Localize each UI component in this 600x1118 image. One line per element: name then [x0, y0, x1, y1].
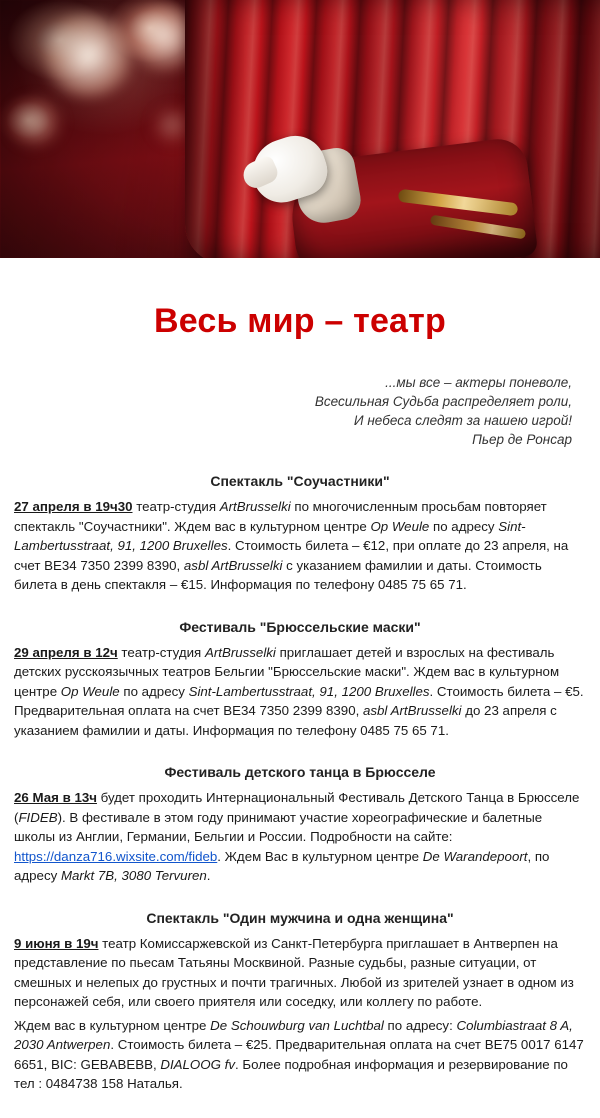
event-text: до 23 апреля с указанием фамилии и даты. Информация по телефону 0485 75 65 71.	[14, 703, 557, 738]
event-venue-name: Op Weule	[60, 683, 120, 699]
event-text: ). В фестивале в этом году принимают участие хореографические и балетные школы из Англии, Германии, Бельгии и России. Подробности на сайте:	[14, 809, 543, 844]
event-address: Sint-Lambertusstraat, 91, 1200 Bruxelles	[14, 518, 526, 553]
epigraph-line-1: ...мы все – актеры поневоле,	[385, 375, 572, 390]
event-heading: Фестиваль "Брюссельские маски"	[179, 618, 421, 635]
event-address: Sint-Lambertusstraat, 91, 1200 Bruxelles	[188, 683, 430, 699]
event-heading: Фестиваль детского танца в Брюсселе	[164, 764, 436, 780]
event-heading: Спектакль "Соучастники"	[210, 473, 390, 489]
event-text: по адресу	[429, 518, 499, 534]
bottom-spacer	[14, 1094, 586, 1108]
hero-banner-image	[0, 0, 600, 258]
event-body	[14, 643, 586, 741]
event-text: , по адресу	[14, 848, 550, 883]
event-address: Columbiastraat 8 A, 2030 Antwerpen	[14, 1017, 573, 1052]
epigraph-line-3: И небеса следят за нашею игрой!	[353, 413, 572, 428]
event-account-name: asbl ArtBrusselki	[183, 557, 283, 573]
hero-vignette	[0, 0, 600, 258]
event-date: 9 июня в 19ч	[14, 935, 99, 951]
event-text: театр Комиссаржевской из Санкт-Петербурга приглашает в Антверпен на представление по пьесам Татьяны Москвиной. Разные судьбы, разные ситуации, от смешных и нелепых до грустных и почти трагичных. Любой из зрителей узнает в одном из персонажей себя, или своего приятеля или соседку, или коллегу по работе.	[14, 935, 574, 1009]
festival-website-link[interactable]: https://danza716.wixsite.com/fideb	[14, 848, 218, 864]
event-body	[14, 788, 586, 886]
event-section-3	[14, 764, 586, 886]
event-venue-name: De Schouwburg van Luchtbal	[210, 1017, 384, 1033]
event-text: . Более подробная информация и резервирование по тел : 0484738 158 Наталья.	[14, 1056, 568, 1091]
event-section-4	[14, 910, 586, 1094]
event-text: по адресу:	[383, 1017, 457, 1033]
event-date: 27 апреля в 19ч30	[14, 499, 133, 514]
event-section-2	[14, 619, 586, 741]
event-festival-abbr: FIDEB	[18, 809, 58, 825]
event-account-name: asbl ArtBrusselki	[362, 703, 462, 718]
event-text: . Стоимость билета – €25. Предварительная оплата на счет BE75 0017 6147 6651, BIC: GEBABEBB,	[14, 1037, 584, 1072]
event-text: . Стоимость билета – €12, при оплате до 23 апреля, на счет BE34 7350 2399 8390,	[14, 538, 569, 573]
event-text: Ждем вас в культурном центре	[14, 1017, 211, 1033]
event-troupe-name: ArtBrusselki	[219, 499, 291, 514]
event-date: 29 апреля в 12ч	[14, 644, 118, 660]
epigraph	[14, 373, 572, 449]
event-text: приглашает детей и взрослых на фестиваль детских русскоязычных театров Бельгии "Брюссельские маски". Ждем вас в культурном центре	[14, 644, 560, 699]
event-body	[14, 934, 586, 1012]
event-text: театр-студия	[117, 644, 205, 660]
event-date: 26 Мая в 13ч	[14, 790, 97, 805]
event-section-1	[14, 473, 586, 595]
page-title: Весь мир – театр	[154, 302, 446, 340]
event-text: с указанием фамилии и даты. Стоимость билета в день спектакля – €15. Информация по телефону 0485 75 65 71.	[14, 557, 542, 592]
event-text: по адресу	[119, 683, 189, 699]
event-account-name: DIALOOG fv	[160, 1056, 235, 1072]
event-text: .	[206, 868, 211, 883]
event-heading: Спектакль "Один мужчина и одна женщина"	[146, 909, 454, 926]
epigraph-author: Пьер де Ронсар	[472, 432, 572, 447]
event-venue-name: De Warandepoort	[422, 848, 528, 864]
event-venue-name: Op Weule	[370, 518, 430, 534]
event-body-2	[14, 1016, 586, 1094]
event-text: . Стоимость билета – €5. Предварительная оплата на счет BE34 7350 2399 8390,	[14, 683, 584, 718]
event-address: Markt 7B, 3080 Tervuren	[60, 868, 207, 883]
event-troupe-name: ArtBrusselki	[204, 644, 276, 660]
event-text: . Ждем Вас в культурном центре	[217, 848, 423, 864]
event-text: будет проходить Интернациональный Фестиваль Детского Танца в Брюсселе (	[14, 790, 580, 825]
epigraph-line-2: Всесильная Судьба распределяет роли,	[314, 394, 572, 409]
article-content	[0, 302, 600, 1118]
event-body	[14, 497, 586, 595]
event-text: театр-студия	[132, 499, 220, 514]
event-text: по многочисленным просьбам повторяет спектакль "Соучастники". Ждем вас в культурном центре	[14, 499, 547, 534]
